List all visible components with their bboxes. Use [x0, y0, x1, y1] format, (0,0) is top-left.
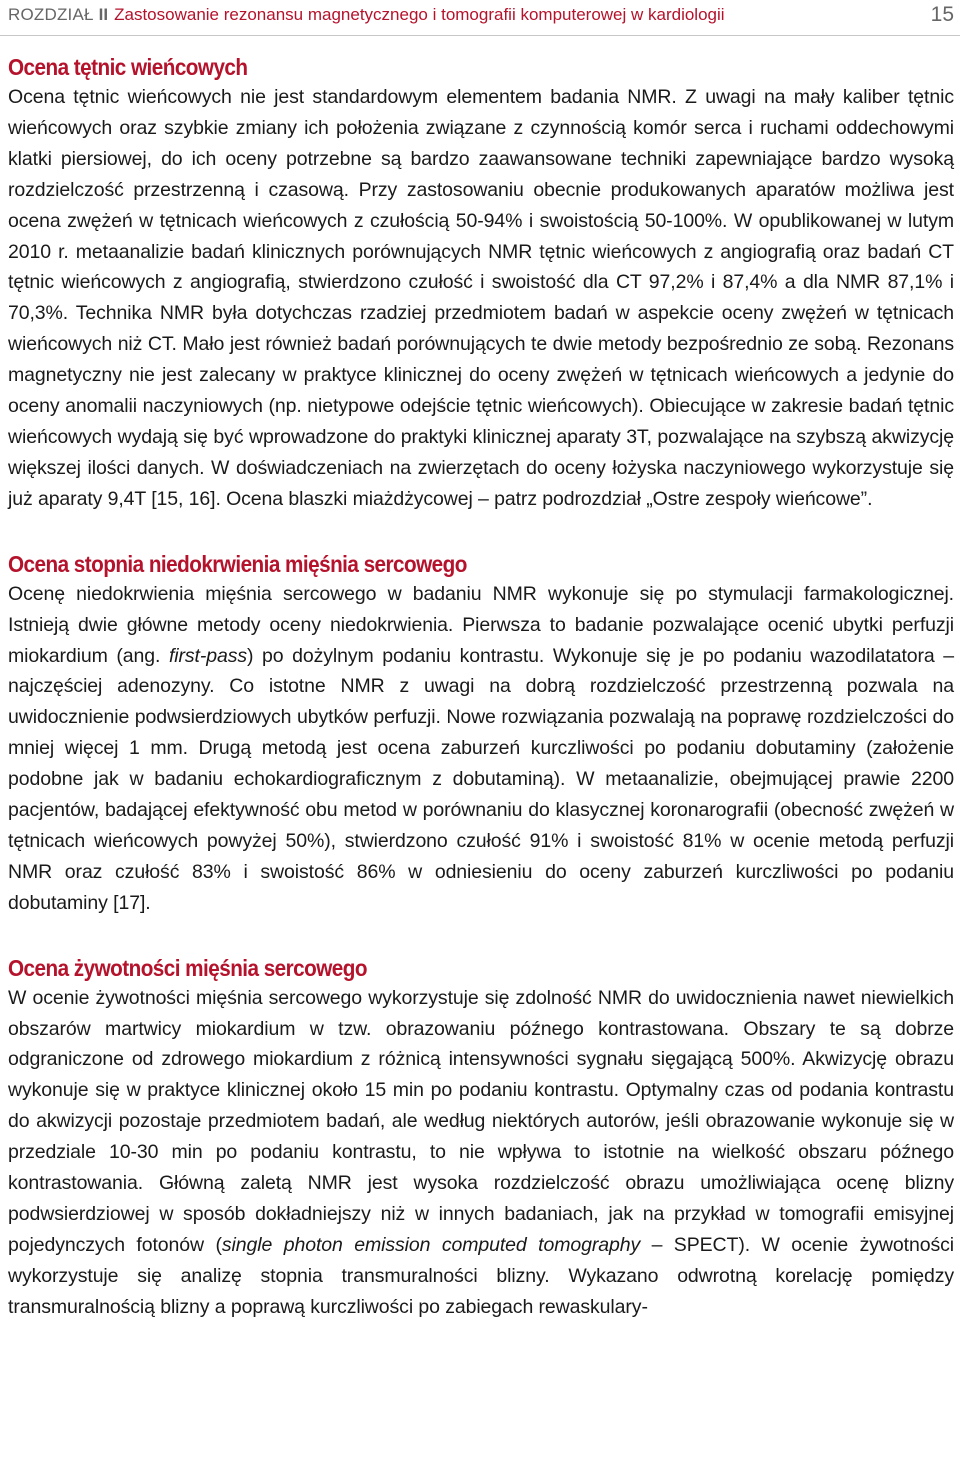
chapter-number: II: [98, 5, 109, 24]
paragraph-text: Ocenę niedokrwienia mięśnia sercowego w badaniu NMR wykonuje się po stymulacji farmakologicznej. Istnieją dwie główne metody oceny niedokrwienia. Pierwsza to badanie pozwalające ocenić ubytki perfuzji miokardium (ang.: [8, 582, 954, 667]
paragraph-text: ) po dożylnym podaniu kontrastu. Wykonuje się je po podaniu wazodilatatora – najczęściej adenozyny. Co istotne NMR z uwagi na dobrą rozdzielczość przestrzenną pozwala na uwidocznienie podwsierdziowych ubytków perfuzji. Nowe rozwiązania pozwalają na poprawę rozdzielczości do mniej więcej 1 mm. Drugą metodą jest ocena zaburzeń kurczliwości po podaniu dobutaminy (założenie podobne jak w badaniu echokardiograficznym z dobutaminą). W metaanalizie, obejmującej prawie 2200 pacjentów, badającej efektywność obu metod w porównaniu do klasycznej koronarografii (obecność zwężeń w tętnicach wieńcowych powyżej 50%), stwierdzono czułość 91% i swoistość 81% w ocenie metodą perfuzji NMR oraz czułość 83% i swoistość 86% w odniesieniu do oceny zaburzeń kurczliwości po podaniu dobutaminy [17].: [8, 644, 954, 914]
section-paragraph-ischemia: [8, 579, 954, 919]
section-paragraph-viability: [8, 983, 954, 1323]
section-heading-coronary: Ocena tętnic wieńcowych: [8, 54, 248, 80]
running-header: [8, 0, 954, 30]
italic-term: first-pass: [168, 644, 248, 667]
paragraph-text: – SPECT). W ocenie żywotności wykorzystuje się analizę stopnia transmuralności blizny. Wykazano odwrotną korelację pomiędzy transmuralnością blizny a poprawą kurczliwości po zabiegach rewaskulary-: [8, 1233, 954, 1318]
section-heading-viability: Ocena żywotności mięśnia sercowego: [8, 954, 367, 981]
chapter-title: Zastosowanie rezonansu magnetycznego i tomografii komputerowej w kardiologii: [114, 5, 725, 24]
paragraph-text: W ocenie żywotności mięśnia sercowego wykorzystuje się zdolność NMR do uwidocznienia nawet niewielkich obszarów martwicy miokardium w tzw. obrazowaniu późnego kontrastowana. Obszary te są dobrze odgraniczone od zdrowego miokardium z różnicą intensywności sygnału sięgającą 500%. Akwizycję obrazu wykonuje się w praktyce klinicznej około 15 min po podaniu kontrastu. Optymalny czas od podania kontrastu do akwizycji pozostaje przedmiotem badań, ale według niektórych autorów, jeśli obrazowanie wykonuje się w przedziale 10-30 min po podaniu kontrastu, to nie wpływa to istotnie na wielkość obszaru późnego kontrastowania. Główną zaletą NMR jest wysoka rozdzielczość obrazu umożliwiająca ocenę blizny podwsierdziowej w sposób dokładniejszy niż w innych badaniach, jak na przykład w tomografii emisyjnej pojedynczych fotonów (: [8, 986, 954, 1256]
article-body: [8, 52, 954, 1323]
page-number: 15: [930, 3, 954, 26]
section-paragraph-coronary: Ocena tętnic wieńcowych nie jest standardowym elementem badania NMR. Z uwagi na mały kaliber tętnic wieńcowych oraz szybkie zmiany ich położenia związane z czynnością komór serca i ruchami oddechowymi klatki piersiowej, do ich oceny potrzebne są bardzo zaawansowane techniki zapewniające bardzo wysoką rozdzielczość przestrzenną i czasową. Przy zastosowaniu obecnie produkowanych aparatów możliwa jest ocena zwężeń w tętnicach wieńcowych z czułością 50-94% i swoistością 50-100%. W opublikowanej w lutym 2010 r. metaanalizie badań klinicznych porównujących NMR tętnic wieńcowych z angiografią oraz badań CT tętnic wieńcowych z angiografią, stwierdzono czułość i swoistość dla CT 97,2% i 87,4% a dla NMR 87,1% i 70,3%. Technika NMR była dotychczas rzadziej przedmiotem badań w aspekcie oceny zwężeń w tętnicach wieńcowych niż CT. Mało jest również badań porównujących te dwie metody bezpośrednio ze sobą. Rezonans magnetyczny nie jest zalecany w praktyce klinicznej do oceny zwężeń w tętnicach wieńcowych a jedynie do oceny anomalii naczyniowych (np. nietypowe odejście tętnic wieńcowych). Obiecujące w zakresie badań tętnic wieńcowych wydają się być wprowadzone do praktyki klinicznej aparaty 3T, pozwalające na szybszą akwizycję większej ilości danych. W doświadczeniach na zwierzętach do oceny łożyska naczyniowego wykorzystuje się już aparaty 9,4T [15, 16]. Ocena blaszki miażdżycowej – patrz podrozdział „Ostre zespoły wieńcowe”.: [8, 86, 954, 510]
chapter-label: ROZDZIAŁ: [8, 5, 94, 24]
header-divider: [0, 35, 960, 36]
section-heading-ischemia: Ocena stopnia niedokrwienia mięśnia sercowego: [8, 550, 467, 577]
italic-term: single photon emission computed tomography: [221, 1233, 641, 1256]
